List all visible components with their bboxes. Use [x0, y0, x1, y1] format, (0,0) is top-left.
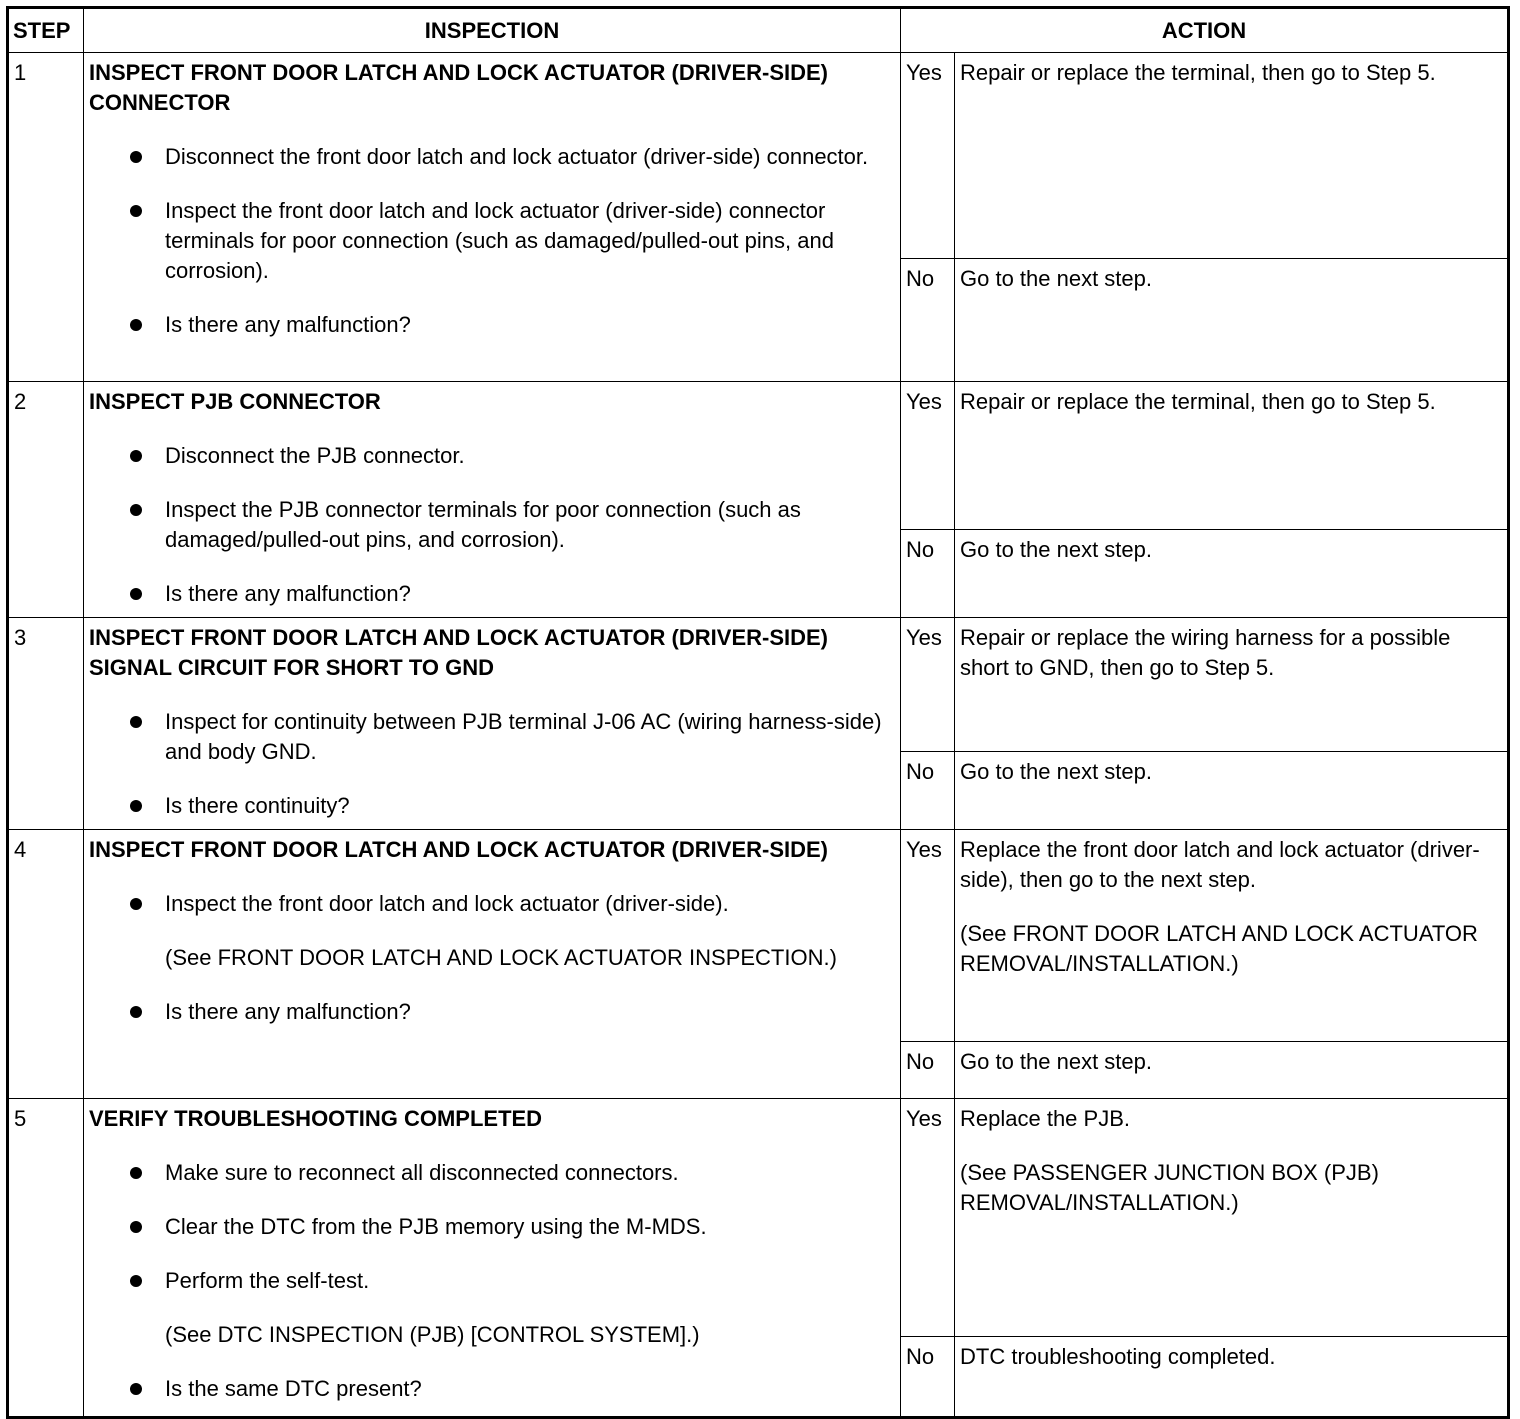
yes-action-text: Repair or replace the terminal, then go to Step 5. — [960, 60, 1436, 85]
bullet-dot-icon — [130, 1006, 142, 1018]
bullet-text: Disconnect the front door latch and lock actuator (driver-side) connector. — [165, 144, 869, 169]
inspection-bullets — [89, 441, 896, 609]
yes-label: Yes — [901, 382, 955, 530]
bullet-item — [89, 791, 896, 821]
bullet-reference-note: (See DTC INSPECTION (PJB) [CONTROL SYSTEM].) — [165, 1322, 700, 1347]
header-row — [8, 8, 1509, 53]
bullet-text: Is the same DTC present? — [165, 1376, 422, 1401]
no-action-text: DTC troubleshooting completed. — [955, 1337, 1509, 1418]
step-title: INSPECT FRONT DOOR LATCH AND LOCK ACTUATOR (DRIVER-SIDE) CONNECTOR — [89, 60, 829, 115]
bullet-item — [89, 707, 896, 767]
bullet-text: Is there any malfunction? — [165, 999, 411, 1024]
step-number: 2 — [8, 382, 84, 618]
bullet-dot-icon — [130, 716, 142, 728]
yes-action-text: Replace the front door latch and lock actuator (driver-side), then go to the next step. — [960, 837, 1480, 892]
bullet-reference-note: (See FRONT DOOR LATCH AND LOCK ACTUATOR INSPECTION.) — [165, 945, 837, 970]
inspection-bullets — [89, 889, 896, 1027]
bullet-item — [89, 142, 896, 172]
step-number: 3 — [8, 618, 84, 830]
bullet-item — [89, 889, 896, 973]
bullet-item — [89, 310, 896, 340]
header-inspection: INSPECTION — [84, 8, 901, 53]
step-row-yes — [8, 618, 1509, 752]
bullet-item — [89, 196, 896, 286]
no-label: No — [901, 530, 955, 618]
no-action-text: Go to the next step. — [955, 259, 1509, 382]
yes-label: Yes — [901, 618, 955, 752]
bullet-text: Clear the DTC from the PJB memory using the M-MDS. — [165, 1214, 707, 1239]
diagnostic-table — [6, 6, 1510, 1419]
yes-action-text: Replace the PJB. — [960, 1106, 1130, 1131]
bullet-dot-icon — [130, 504, 142, 516]
yes-action-cell — [955, 382, 1509, 530]
no-label: No — [901, 1337, 955, 1418]
bullet-dot-icon — [130, 450, 142, 462]
yes-action-text: Repair or replace the terminal, then go to Step 5. — [960, 389, 1436, 414]
inspection-bullets — [89, 707, 896, 821]
bullet-text: Inspect the front door latch and lock actuator (driver-side). — [165, 891, 729, 916]
troubleshooting-document — [6, 6, 1510, 1419]
bullet-text: Make sure to reconnect all disconnected connectors. — [165, 1160, 679, 1185]
bullet-dot-icon — [130, 319, 142, 331]
step-title: INSPECT FRONT DOOR LATCH AND LOCK ACTUATOR (DRIVER-SIDE) — [89, 837, 829, 862]
step-title: INSPECT PJB CONNECTOR — [89, 389, 381, 414]
bullet-dot-icon — [130, 1221, 142, 1233]
yes-action-text: Repair or replace the wiring harness for a possible short to GND, then go to Step 5. — [960, 625, 1451, 680]
bullet-text: Is there any malfunction? — [165, 581, 411, 606]
yes-action-reference-note: (See PASSENGER JUNCTION BOX (PJB) REMOVAL/INSTALLATION.) — [960, 1160, 1379, 1215]
yes-label: Yes — [901, 53, 955, 259]
step-number: 5 — [8, 1099, 84, 1418]
bullet-item — [89, 1212, 896, 1242]
bullet-dot-icon — [130, 588, 142, 600]
step-row-yes — [8, 382, 1509, 530]
no-action-text: Go to the next step. — [955, 1042, 1509, 1099]
bullet-dot-icon — [130, 205, 142, 217]
bullet-dot-icon — [130, 151, 142, 163]
step-row-yes — [8, 830, 1509, 1042]
bullet-dot-icon — [130, 898, 142, 910]
step-row-yes — [8, 53, 1509, 259]
bullet-item — [89, 495, 896, 555]
no-action-text: Go to the next step. — [955, 752, 1509, 830]
bullet-text: Is there continuity? — [165, 793, 350, 818]
bullet-text: Disconnect the PJB connector. — [165, 443, 465, 468]
step-row-yes — [8, 1099, 1509, 1337]
bullet-item — [89, 441, 896, 471]
yes-action-cell — [955, 1099, 1509, 1337]
step-title: VERIFY TROUBLESHOOTING COMPLETED — [89, 1106, 543, 1131]
yes-action-reference-note: (See FRONT DOOR LATCH AND LOCK ACTUATOR REMOVAL/INSTALLATION.) — [960, 921, 1478, 976]
step-number: 1 — [8, 53, 84, 382]
header-step: STEP — [8, 8, 84, 53]
no-label: No — [901, 752, 955, 830]
no-label: No — [901, 1042, 955, 1099]
no-label: No — [901, 259, 955, 382]
step-number: 4 — [8, 830, 84, 1099]
no-action-text: Go to the next step. — [955, 530, 1509, 618]
bullet-dot-icon — [130, 1275, 142, 1287]
yes-label: Yes — [901, 830, 955, 1042]
header-action: ACTION — [901, 8, 1509, 53]
bullet-dot-icon — [130, 1167, 142, 1179]
yes-action-cell — [955, 830, 1509, 1042]
inspection-bullets — [89, 1158, 896, 1404]
bullet-dot-icon — [130, 1383, 142, 1395]
yes-action-cell — [955, 618, 1509, 752]
bullet-text: Inspect the front door latch and lock actuator (driver-side) connector terminals for poor connection (such as damaged/pulled-out pins, and corrosion). — [165, 198, 834, 283]
bullet-text: Is there any malfunction? — [165, 312, 411, 337]
yes-label: Yes — [901, 1099, 955, 1337]
step-title: INSPECT FRONT DOOR LATCH AND LOCK ACTUATOR (DRIVER-SIDE) SIGNAL CIRCUIT FOR SHORT TO GND — [89, 625, 829, 680]
bullet-text: Inspect for continuity between PJB terminal J-06 AC (wiring harness-side) and body GND. — [165, 709, 882, 764]
inspection-bullets — [89, 142, 896, 340]
bullet-text: Inspect the PJB connector terminals for poor connection (such as damaged/pulled-out pins, and corrosion). — [165, 497, 801, 552]
inspection-cell — [84, 53, 901, 382]
bullet-item — [89, 1158, 896, 1188]
inspection-cell — [84, 1099, 901, 1418]
bullet-dot-icon — [130, 800, 142, 812]
bullet-text: Perform the self-test. — [165, 1268, 370, 1293]
inspection-cell — [84, 618, 901, 830]
bullet-item — [89, 1374, 896, 1404]
yes-action-cell — [955, 53, 1509, 259]
bullet-item — [89, 997, 896, 1027]
bullet-item — [89, 579, 896, 609]
inspection-cell — [84, 382, 901, 618]
inspection-cell — [84, 830, 901, 1099]
bullet-item — [89, 1266, 896, 1350]
